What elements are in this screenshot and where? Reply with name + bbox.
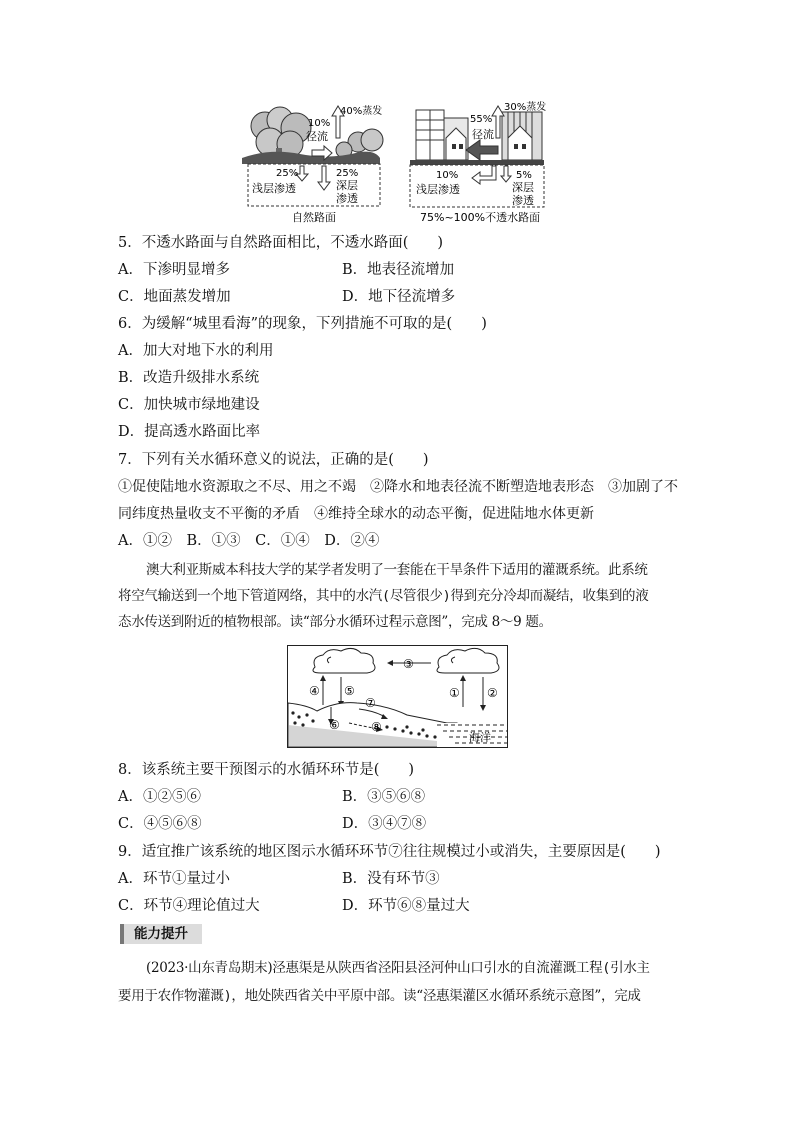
impervious-deep-pct: 5% — [516, 170, 532, 181]
natural-evaporation-label: 40%蒸发 — [340, 106, 383, 117]
label-2: ② — [487, 686, 498, 700]
impervious-surface-caption: 75%~100%不透水路面 — [420, 211, 541, 224]
label-5: ⑤ — [344, 684, 355, 698]
water-cycle-figure — [287, 645, 509, 749]
figure-reference: “部分水循环过程示意图”，完成 8～9 题。 — [302, 614, 552, 630]
passage-2-line-2: 要用于农作物灌溉)，地处陕西省关中平原中部。读“泾惠渠灌区水循环系统示意图”，完成 — [118, 988, 641, 1004]
natural-deep-pct: 25% — [336, 168, 359, 179]
question-7-stem: 7．下列有关水循环意义的说法，正确的是( ) — [118, 452, 429, 468]
natural-surface-caption: 自然路面 — [292, 211, 336, 224]
impervious-shallow-label: 浅层渗透 — [416, 183, 460, 196]
natural-runoff-pct: 10% — [308, 118, 331, 129]
question-8-option-a[interactable]: A．①②⑤⑥ — [118, 789, 201, 805]
question-8-option-d[interactable]: D．③④⑦⑧ — [342, 816, 427, 832]
label-8: ⑧ — [371, 720, 382, 734]
question-9-stem: 9．适宜推广该系统的地区图示水循环环节⑦往往规模过小或消失，主要原因是( ) — [118, 844, 661, 860]
question-7-options[interactable]: A．①② B．①③ C．①④ D．②④ — [118, 533, 380, 549]
impervious-shallow-pct: 10% — [436, 170, 459, 181]
question-9-option-d[interactable]: D．环节⑥⑧量过大 — [342, 898, 470, 914]
question-8-stem: 8．该系统主要干预图示的水循环环节是( ) — [118, 762, 415, 778]
question-8-option-c[interactable]: C．④⑤⑥⑧ — [118, 816, 202, 832]
section-header: 能力提升 — [120, 924, 202, 944]
natural-shallow-pct: 25% — [276, 168, 299, 179]
source-note: (2023·山东青岛期末) — [146, 960, 273, 976]
question-9-option-c[interactable]: C．环节④理论值过大 — [118, 898, 260, 914]
impervious-deep-label-b: 渗透 — [512, 194, 534, 207]
question-6-option-d[interactable]: D．提高透水路面比率 — [118, 424, 261, 440]
surface-comparison-figure — [240, 98, 560, 226]
question-5-option-c[interactable]: C．地面蒸发增加 — [118, 289, 231, 305]
natural-surface-panel — [242, 104, 383, 224]
passage-8-9-line-1: 澳大利亚斯威本科技大学的某学者发明了一套能在干旱条件下适用的灌溉系统。此系统 — [146, 562, 648, 578]
ocean-label: 海洋 — [469, 731, 491, 744]
label-1: ① — [449, 686, 460, 700]
impervious-runoff-pct: 55% — [470, 114, 493, 125]
natural-deep-label-a: 深层 — [336, 179, 358, 192]
label-6: ⑥ — [329, 718, 340, 732]
natural-shallow-label: 浅层渗透 — [252, 182, 296, 195]
question-5-option-b[interactable]: B．地表径流增加 — [342, 262, 455, 278]
question-9-option-b[interactable]: B．没有环节③ — [342, 871, 440, 887]
question-7-statements-line-2: 同纬度热量收支不平衡的矛盾 ④维持全球水的动态平衡，促进陆地水体更新 — [118, 506, 594, 522]
impervious-deep-label-a: 深层 — [512, 181, 534, 194]
impervious-surface-panel — [410, 100, 546, 224]
label-3: ③ — [403, 657, 414, 671]
question-7-statements-line-1: ①促使陆地水资源取之不尽、用之不竭 ②降水和地表径流不断塑造地表形态 ③加剧了不 — [118, 479, 678, 495]
natural-deep-label-b: 渗透 — [336, 192, 358, 205]
passage-8-9-line-3: 态水传送到附近的植物根部。读“部分水循环过程示意图”，完成 8～9 题。 — [118, 614, 552, 630]
impervious-evaporation-label: 30%蒸发 — [504, 102, 547, 113]
label-4: ④ — [309, 684, 320, 698]
question-6-option-c[interactable]: C．加快城市绿地建设 — [118, 397, 260, 413]
passage-8-9-line-2: 将空气输送到一个地下管道网络，其中的水汽(尽管很少)得到充分冷却而凝结，收集到的液 — [118, 588, 649, 604]
question-5-option-d[interactable]: D．地下径流增多 — [342, 289, 456, 305]
question-5-stem: 5．不透水路面与自然路面相比，不透水路面( ) — [118, 235, 444, 251]
question-6-option-a[interactable]: A．加大对地下水的利用 — [118, 343, 274, 359]
question-5-option-a[interactable]: A．下渗明显增多 — [118, 262, 230, 278]
impervious-runoff-label: 径流 — [472, 128, 494, 141]
question-9-option-a[interactable]: A．环节①量过小 — [118, 871, 230, 887]
label-7: ⑦ — [365, 696, 376, 710]
question-8-option-b[interactable]: B．③⑤⑥⑧ — [342, 789, 426, 805]
passage-2-line-1: (2023·山东青岛期末)泾惠渠是从陕西省泾阳县泾河仲山口引水的自流灌溉工程(引水主 — [146, 960, 650, 976]
question-6-option-b[interactable]: B．改造升级排水系统 — [118, 370, 260, 386]
figure-reference-2: “泾惠渠灌区水循环系统示意图”，完成 — [416, 988, 641, 1004]
question-6-stem: 6．为缓解“城里看海”的现象，下列措施不可取的是( ) — [118, 316, 487, 332]
natural-runoff-label: 径流 — [306, 130, 328, 143]
